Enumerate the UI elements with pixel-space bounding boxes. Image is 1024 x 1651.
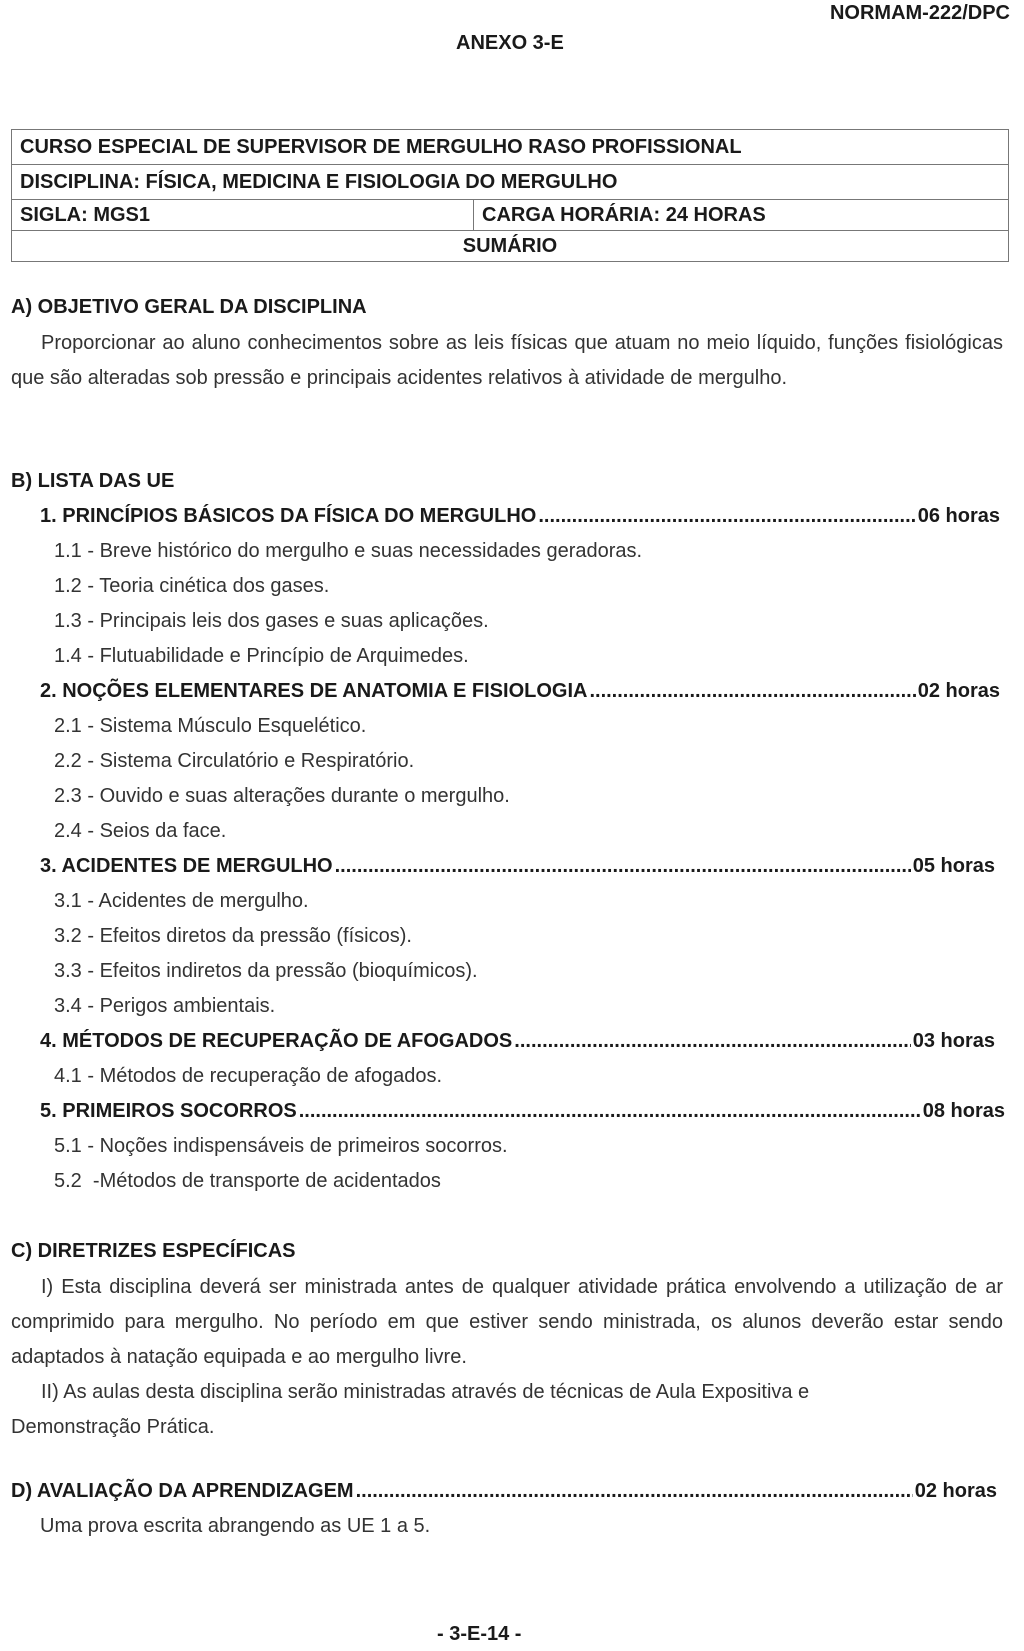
dot-leader [299,1100,921,1123]
list-item: 3.4 - Perigos ambientais. [54,995,276,1017]
unit-2-row [40,680,1000,703]
course-name-cell: CURSO ESPECIAL DE SUPERVISOR DE MERGULHO RASO PROFISSIONAL [12,130,1009,165]
list-item: 2.2 - Sistema Circulatório e Respiratório. [54,750,415,772]
section-a-heading: A) OBJETIVO GERAL DA DISCIPLINA [11,296,367,318]
list-item: 3.1 - Acidentes de mergulho. [54,890,309,912]
list-item: 5.1 - Noções indispensáveis de primeiros socorros. [54,1135,508,1157]
table-row [12,231,1009,262]
section-d-row [11,1480,997,1503]
section-c-heading: C) DIRETRIZES ESPECÍFICAS [11,1240,296,1262]
list-item: 2.1 - Sistema Músculo Esquelético. [54,715,367,737]
list-item: 3.2 - Efeitos diretos da pressão (físicos). [54,925,412,947]
list-item: 1.4 - Flutuabilidade e Princípio de Arquimedes. [54,645,469,667]
section-a-text: Proporcionar ao aluno conhecimentos sobre as leis físicas que atuam no meio líquido, funções fisiológicas que são alteradas sob pressão e principais acidentes relativos à atividade de mergulho. [11,332,1003,389]
list-item: 1.3 - Principais leis dos gases e suas aplicações. [54,610,489,632]
acronym-cell: SIGLA: MGS1 [12,200,474,231]
workload-cell: CARGA HORÁRIA: 24 HORAS [474,200,1009,231]
section-d-hours: 02 horas [914,1480,997,1502]
unit-title: 5. PRIMEIROS SOCORROS [40,1100,297,1122]
list-item: 1.1 - Breve histórico do mergulho e suas necessidades geradoras. [54,540,643,562]
section-d-heading: D) AVALIAÇÃO DA APRENDIZAGEM [11,1480,354,1502]
document-code: NORMAM-222/DPC [829,2,1010,24]
unit-3-row [40,855,995,878]
list-item: 2.3 - Ouvido e suas alterações durante o mergulho. [54,785,510,807]
section-c-paragraph-2: II) As aulas desta disciplina serão ministradas através de técnicas de Aula Expositiva e Demonstração Prática. [11,1381,810,1438]
list-item: 4.1 - Métodos de recuperação de afogados. [54,1065,443,1087]
unit-1-row [40,505,1000,528]
page-number: - 3-E-14 - [437,1623,522,1645]
unit-title: 4. MÉTODOS DE RECUPERAÇÃO DE AFOGADOS [40,1030,513,1052]
section-b-heading: B) LISTA DAS UE [11,470,175,492]
course-info-table [11,129,1009,262]
unit-hours: 02 horas [917,680,1000,702]
dot-leader [335,855,911,878]
unit-5-row [40,1100,1005,1123]
dot-leader [356,1480,913,1503]
section-d-text: Uma prova escrita abrangendo as UE 1 a 5. [40,1515,431,1537]
unit-hours: 08 horas [922,1100,1005,1122]
unit-hours: 06 horas [917,505,1000,527]
unit-hours: 03 horas [912,1030,995,1052]
summary-cell: SUMÁRIO [12,231,1009,262]
annex-title: ANEXO 3-E [456,32,564,54]
dot-leader [589,680,915,703]
list-item: 5.2 -Métodos de transporte de acidentados [54,1170,441,1192]
list-item: 1.2 - Teoria cinética dos gases. [54,575,330,597]
unit-title: 1. PRINCÍPIOS BÁSICOS DA FÍSICA DO MERGULHO [40,505,537,527]
list-item: 3.3 - Efeitos indiretos da pressão (bioquímicos). [54,960,478,982]
unit-title: 2. NOÇÕES ELEMENTARES DE ANATOMIA E FISIOLOGIA [40,680,588,702]
dot-leader [514,1030,910,1053]
dot-leader [538,505,915,528]
discipline-cell: DISCIPLINA: FÍSICA, MEDICINA E FISIOLOGIA DO MERGULHO [12,165,1009,200]
table-row [12,200,1009,231]
table-row [12,165,1009,200]
table-row [12,130,1009,165]
unit-title: 3. ACIDENTES DE MERGULHO [40,855,333,877]
list-item: 2.4 - Seios da face. [54,820,227,842]
unit-4-row [40,1030,995,1053]
section-c-paragraph-1: I) Esta disciplina deverá ser ministrada antes de qualquer atividade prática envolvendo a utilização de ar comprimido para mergulho. No período em que estiver sendo ministrada, os alunos deverão estar sendo adaptados à natação equipada e ao mergulho livre. [11,1276,1003,1368]
unit-hours: 05 horas [912,855,995,877]
